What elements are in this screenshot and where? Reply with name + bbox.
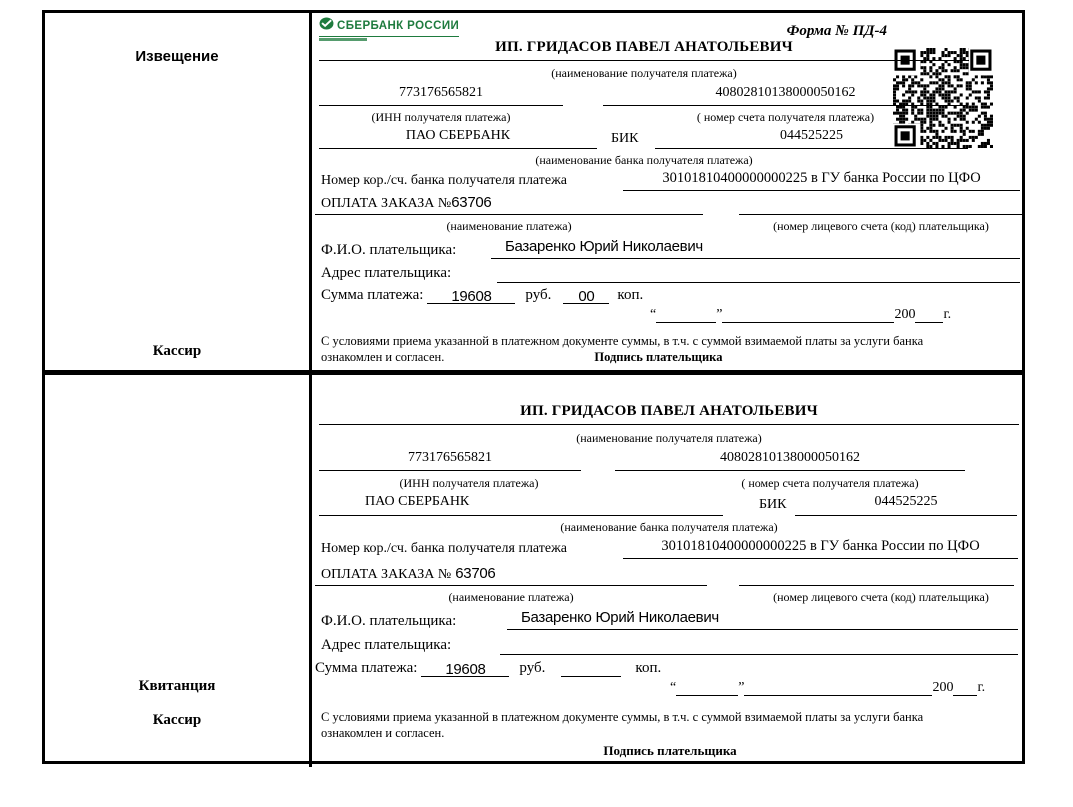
bank-caption: (наименование банка получателя платежа)	[560, 520, 778, 534]
year-suffix: г.	[977, 680, 986, 695]
account-caption: ( номер счета получателя платежа)	[696, 110, 875, 124]
agreement-line1: С условиями приема указанной в платежном документе суммы, в т.ч. с суммой взимаемой платы за услуги банка	[321, 334, 924, 348]
personal-account-field	[739, 565, 1014, 586]
notice-right-column	[315, 13, 1022, 370]
payer-address-field	[497, 262, 1020, 283]
notice-left-column	[45, 13, 312, 370]
date-day-field	[656, 307, 716, 323]
bank-caption: (наименование банка получателя платежа)	[535, 153, 753, 167]
sum-field: 19608	[427, 288, 515, 304]
rub-label: руб.	[519, 660, 546, 676]
payment-name-caption: (наименование платежа)	[446, 219, 572, 233]
receipt-title: Квитанция	[138, 678, 216, 694]
kop-field	[561, 661, 621, 677]
kop-field: 00	[563, 288, 609, 304]
payment-name-field	[315, 565, 707, 586]
agreement-text	[321, 709, 1021, 741]
personal-account-field	[739, 194, 1023, 215]
payer-address-label: Адрес плательщика:	[321, 637, 452, 653]
account-caption: ( номер счета получателя платежа)	[741, 476, 919, 490]
payer-name-field: Базаренко Юрий Николаевич	[491, 238, 1020, 259]
sberbank-coin-icon	[319, 17, 334, 35]
year-prefix: 200	[932, 680, 954, 695]
personal-account-caption: (номер лицевого счета (код) плательщика)	[773, 590, 989, 604]
inn-field: 773176565821	[319, 85, 563, 106]
date-year-field	[953, 680, 977, 696]
payment-order-number: 63706	[451, 194, 492, 211]
year-suffix: г.	[943, 307, 952, 322]
date-row	[650, 307, 951, 323]
bik-label: БИК	[611, 131, 639, 146]
payer-name-field: Базаренко Юрий Николаевич	[507, 609, 1018, 630]
account-field: 40802810138000050162	[603, 85, 968, 106]
payer-address-label: Адрес плательщика:	[321, 265, 452, 281]
date-month-field	[744, 680, 932, 696]
inn-caption: (ИНН получателя платежа)	[399, 476, 539, 490]
recipient-name-field: ИП. ГРИДАСОВ ПАВЕЛ АНАТОЛЬЕВИЧ	[319, 39, 969, 61]
corr-account-field: 30101810400000000225 в ГУ банка России по ЦФО	[623, 538, 1018, 559]
bik-field: 044525225	[655, 128, 968, 149]
bank-name-field: ПАО СБЕРБАНК	[319, 494, 723, 516]
section-notice	[45, 13, 1022, 375]
form-number-label: Форма № ПД-4	[786, 23, 887, 39]
receipt-cashier-label: Кассир	[152, 712, 202, 728]
corr-account-field: 30101810400000000225 в ГУ банка России по ЦФО	[623, 170, 1020, 191]
account-field: 40802810138000050162	[615, 450, 965, 471]
bik-field: 044525225	[795, 494, 1017, 516]
payer-name-label: Ф.И.О. плательщика:	[321, 242, 457, 258]
sum-field: 19608	[421, 661, 509, 677]
signature-label: Подпись плательщика	[603, 743, 737, 758]
open-quote: “	[670, 680, 677, 695]
sum-label: Сумма платежа:	[315, 660, 418, 676]
recipient-caption: (наименование получателя платежа)	[551, 66, 737, 80]
agreement-line1: С условиями приема указанной в платежном документе суммы, в т.ч. с суммой взимаемой платы за услуги банка	[321, 710, 924, 724]
sum-row	[321, 286, 643, 304]
kop-label: коп.	[635, 660, 662, 676]
bik-label: БИК	[759, 497, 787, 512]
bank-name-field: ПАО СБЕРБАНК	[319, 128, 597, 149]
agreement-line2-row	[321, 349, 1021, 365]
agreement-line2: ознакомлен и согласен.	[321, 726, 445, 740]
close-quote: ”	[716, 307, 723, 322]
date-year-field	[915, 307, 943, 323]
notice-cashier-label: Кассир	[152, 343, 202, 359]
receipt-right-column	[315, 375, 1022, 767]
recipient-caption: (наименование получателя платежа)	[576, 431, 762, 445]
receipt-left-column	[45, 375, 312, 767]
notice-title: Извещение	[135, 48, 219, 65]
corr-account-label: Номер кор./сч. банка получателя платежа	[321, 173, 567, 188]
date-day-field	[676, 680, 738, 696]
section-receipt	[45, 375, 1022, 767]
payment-name-label: ОПЛАТА ЗАКАЗА №	[321, 567, 452, 582]
pd4-payment-form	[42, 10, 1025, 764]
close-quote: ”	[738, 680, 745, 695]
signature-label: Подпись плательщика	[594, 350, 723, 364]
date-row	[670, 680, 985, 696]
date-month-field	[722, 307, 894, 323]
payer-name-label: Ф.И.О. плательщика:	[321, 613, 457, 629]
inn-caption: (ИНН получателя платежа)	[371, 110, 511, 124]
payment-name-field	[315, 194, 703, 215]
sum-label: Сумма платежа:	[321, 287, 424, 303]
recipient-name-field: ИП. ГРИДАСОВ ПАВЕЛ АНАТОЛЬЕВИЧ	[319, 403, 1019, 425]
personal-account-caption: (номер лицевого счета (код) плательщика)	[773, 219, 989, 233]
sberbank-logo	[319, 17, 459, 41]
sum-row	[315, 659, 661, 677]
payment-name-label: ОПЛАТА ЗАКАЗА №	[321, 196, 452, 211]
sberbank-logo-text: СБЕРБАНК РОССИИ	[337, 20, 460, 32]
payment-name-caption: (наименование платежа)	[448, 590, 574, 604]
open-quote: “	[650, 307, 657, 322]
payer-address-field	[500, 634, 1018, 655]
agreement-line2: ознакомлен и согласен.	[321, 350, 445, 364]
rub-label: руб.	[525, 287, 552, 303]
corr-account-label: Номер кор./сч. банка получателя платежа	[321, 541, 567, 556]
payment-order-number: 63706	[455, 565, 496, 582]
agreement-text	[321, 333, 1021, 365]
kop-label: коп.	[617, 287, 644, 303]
inn-field: 773176565821	[319, 450, 581, 471]
year-prefix: 200	[894, 307, 916, 322]
